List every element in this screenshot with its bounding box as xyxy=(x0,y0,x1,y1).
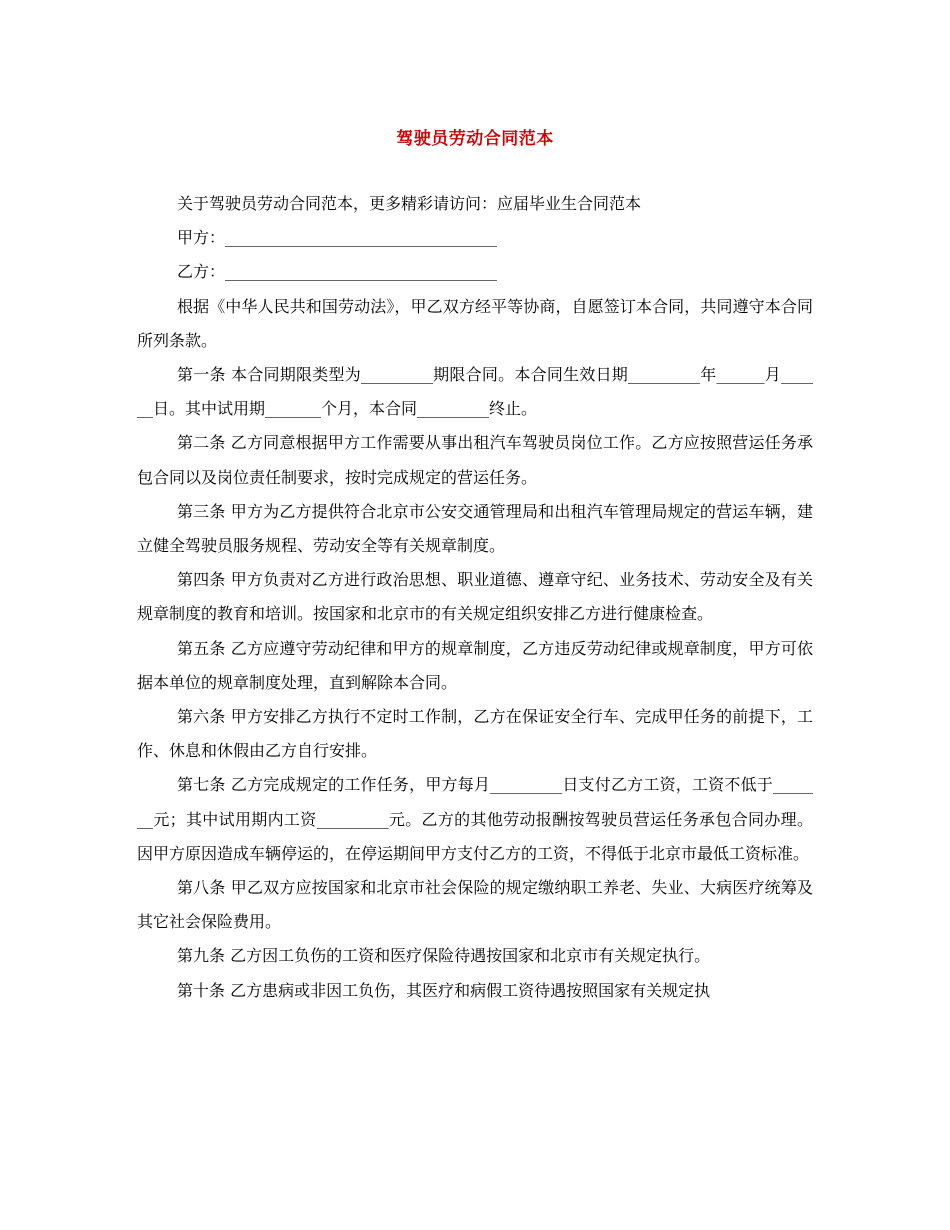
article-2: 第二条 乙方同意根据甲方工作需要从事出租汽车驾驶员岗位工作。乙方应按照营运任务承包合同以及岗位责任制要求，按时完成规定的营运任务。 xyxy=(137,433,813,487)
article-10: 第十条 乙方患病或非因工负伤，其医疗和病假工资待遇按照国家有关规定执 xyxy=(177,980,711,1000)
article-8: 第八条 甲乙双方应按国家和北京市社会保险的规定缴纳职工养老、失业、大病医疗统筹及其它社会保险费用。 xyxy=(137,878,813,932)
article-1: 第一条 本合同期限类型为_________期限合同。本合同生效日期_________年______月______日。其中试用期_______个月，本合同_________终止。 xyxy=(137,365,813,419)
document-body xyxy=(137,187,813,1008)
party-b-line: 乙方：__________________________________ xyxy=(177,262,498,282)
article-9: 第九条 乙方因工负伤的工资和医疗保险待遇按国家和北京市有关规定执行。 xyxy=(177,946,711,966)
article-7: 第七条 乙方完成规定的工作任务，甲方每月_________日支付乙方工资，工资不低于_______元；其中试用期内工资_________元。乙方的其他劳动报酬按驾驶员营运任务承包合同办理。因甲方原因造成车辆停运的，在停运期间甲方支付乙方的工资，不得低于北京市最低工资标准。 xyxy=(137,775,813,863)
article-6: 第六条 甲方安排乙方执行不定时工作制，乙方在保证安全行车、完成甲任务的前提下，工作、休息和休假由乙方自行安排。 xyxy=(137,707,813,761)
party-a-line: 甲方：__________________________________ xyxy=(177,228,498,248)
intro-paragraph: 关于驾驶员劳动合同范本，更多精彩请访问：应届毕业生合同范本 xyxy=(177,194,642,213)
article-5: 第五条 乙方应遵守劳动纪律和甲方的规章制度，乙方违反劳动纪律或规章制度，甲方可依据本单位的规章制度处理，直到解除本合同。 xyxy=(137,638,813,692)
document-title: 驾驶员劳动合同范本 xyxy=(396,129,554,149)
preamble-paragraph: 根据《中华人民共和国劳动法》，甲乙双方经平等协商，自愿签订本合同，共同遵守本合同所列条款。 xyxy=(137,296,813,350)
article-3: 第三条 甲方为乙方提供符合北京市公安交通管理局和出租汽车管理局规定的营运车辆，建立健全驾驶员服务规程、劳动安全等有关规章制度。 xyxy=(137,501,813,556)
article-4: 第四条 甲方负责对乙方进行政治思想、职业道德、遵章守纪、业务技术、劳动安全及有关规章制度的教育和培训。按国家和北京市的有关规定组织安排乙方进行健康检查。 xyxy=(137,570,813,624)
